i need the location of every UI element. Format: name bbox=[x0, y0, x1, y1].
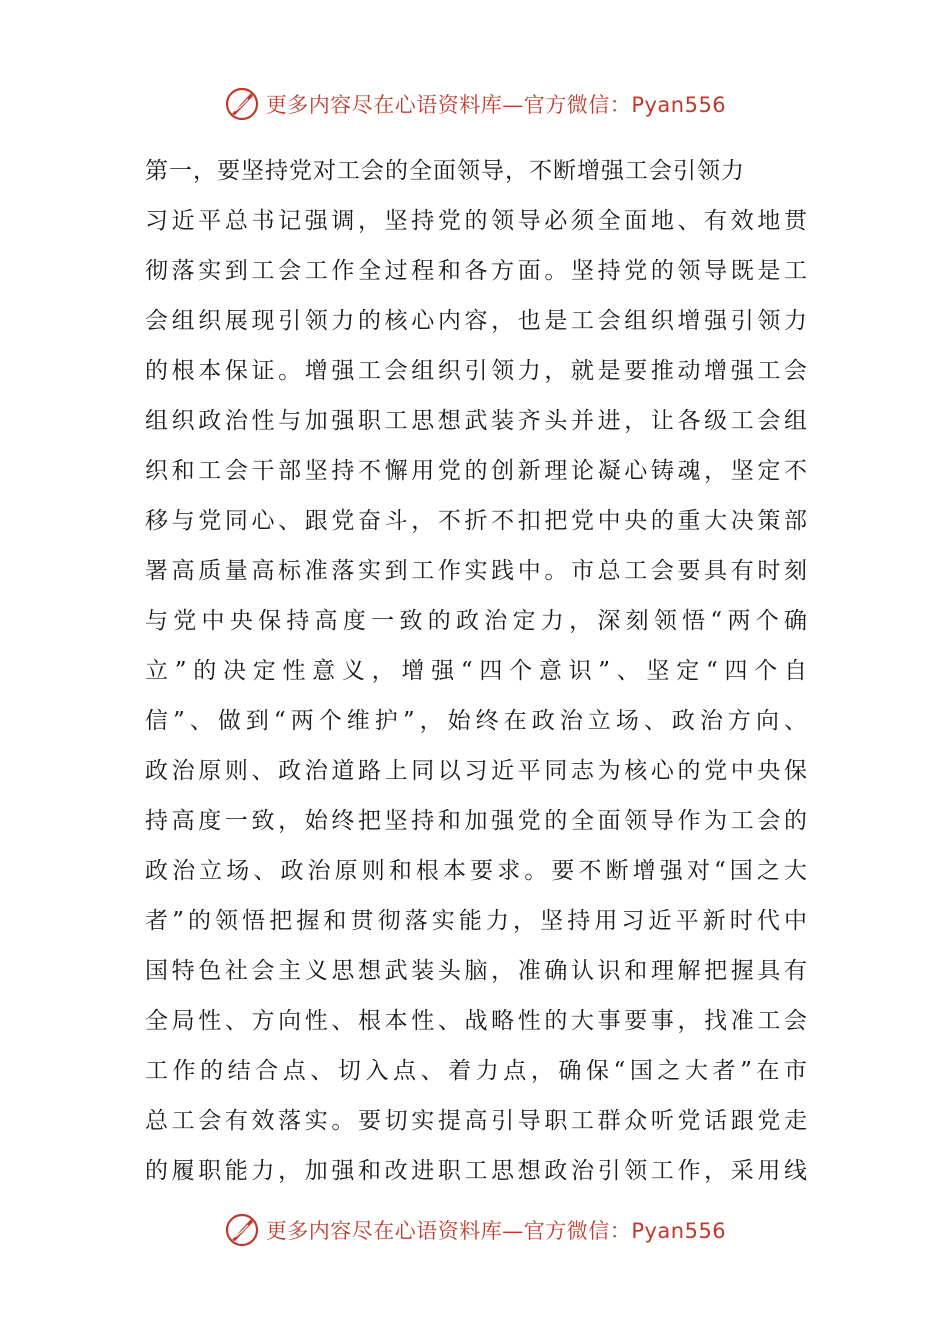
quill-pen-circle-icon bbox=[224, 86, 260, 122]
watermark-label: 更多内容尽在心语资料库—官方微信： bbox=[265, 93, 632, 117]
paragraph-line: 的履职能力，加强和改进职工思想政治引领工作，采用线 bbox=[145, 1158, 807, 1184]
paragraph-line: 彻落实到工会工作全过程和各方面。坚持党的领导既是工 bbox=[145, 258, 807, 284]
paragraph-line: 移与党同心、跟党奋斗，不折不扣把党中央的重大决策部 bbox=[145, 508, 807, 534]
watermark-label: 更多内容尽在心语资料库—官方微信： bbox=[265, 1219, 632, 1243]
paragraph-line: 信”、做到“两个维护”，始终在政治立场、政治方向、 bbox=[145, 708, 807, 734]
quill-pen-circle-icon bbox=[224, 1212, 260, 1248]
paragraph-line: 者”的领悟把握和贯彻落实能力，坚持用习近平新时代中 bbox=[145, 908, 807, 934]
watermark-handle: Pyan556 bbox=[631, 93, 727, 117]
paragraph-line: 的根本保证。增强工会组织引领力，就是要推动增强工会 bbox=[145, 358, 807, 384]
paragraph-line: 署高质量高标准落实到工作实践中。市总工会要具有时刻 bbox=[145, 558, 807, 584]
paragraph-line: 织和工会干部坚持不懈用党的创新理论凝心铸魂，坚定不 bbox=[145, 458, 807, 484]
paragraph-line: 全局性、方向性、根本性、战略性的大事要事，找准工会 bbox=[145, 1008, 807, 1034]
watermark-text bbox=[266, 89, 726, 119]
watermark-text bbox=[266, 1215, 726, 1245]
paragraph-line: 工作的结合点、切入点、着力点，确保“国之大者”在市 bbox=[145, 1058, 807, 1084]
paragraph-line: 与党中央保持高度一致的政治定力，深刻领悟“两个确 bbox=[145, 608, 807, 634]
watermark-handle: Pyan556 bbox=[631, 1219, 727, 1243]
paragraph-line: 总工会有效落实。要切实提高引导职工群众听党话跟党走 bbox=[145, 1108, 807, 1134]
section-heading: 第一，要坚持党对工会的全面领导，不断增强工会引领力 bbox=[145, 158, 745, 184]
paragraph-line: 政治原则、政治道路上同以习近平同志为核心的党中央保 bbox=[145, 758, 807, 784]
paragraph-line: 立”的决定性意义，增强“四个意识”、坚定“四个自 bbox=[145, 658, 807, 684]
paragraph-line: 习近平总书记强调，坚持党的领导必须全面地、有效地贯 bbox=[145, 208, 807, 234]
watermark-banner-bottom bbox=[0, 1210, 950, 1250]
watermark-banner-top bbox=[0, 84, 950, 124]
paragraph-line: 国特色社会主义思想武装头脑，准确认识和理解把握具有 bbox=[145, 958, 807, 984]
paragraph-line: 组织政治性与加强职工思想武装齐头并进，让各级工会组 bbox=[145, 408, 807, 434]
document-body bbox=[145, 146, 807, 1196]
paragraph-line: 会组织展现引领力的核心内容，也是工会组织增强引领力 bbox=[145, 308, 807, 334]
paragraph-line: 持高度一致，始终把坚持和加强党的全面领导作为工会的 bbox=[145, 808, 807, 834]
paragraph-line: 政治立场、政治原则和根本要求。要不断增强对“国之大 bbox=[145, 858, 807, 884]
